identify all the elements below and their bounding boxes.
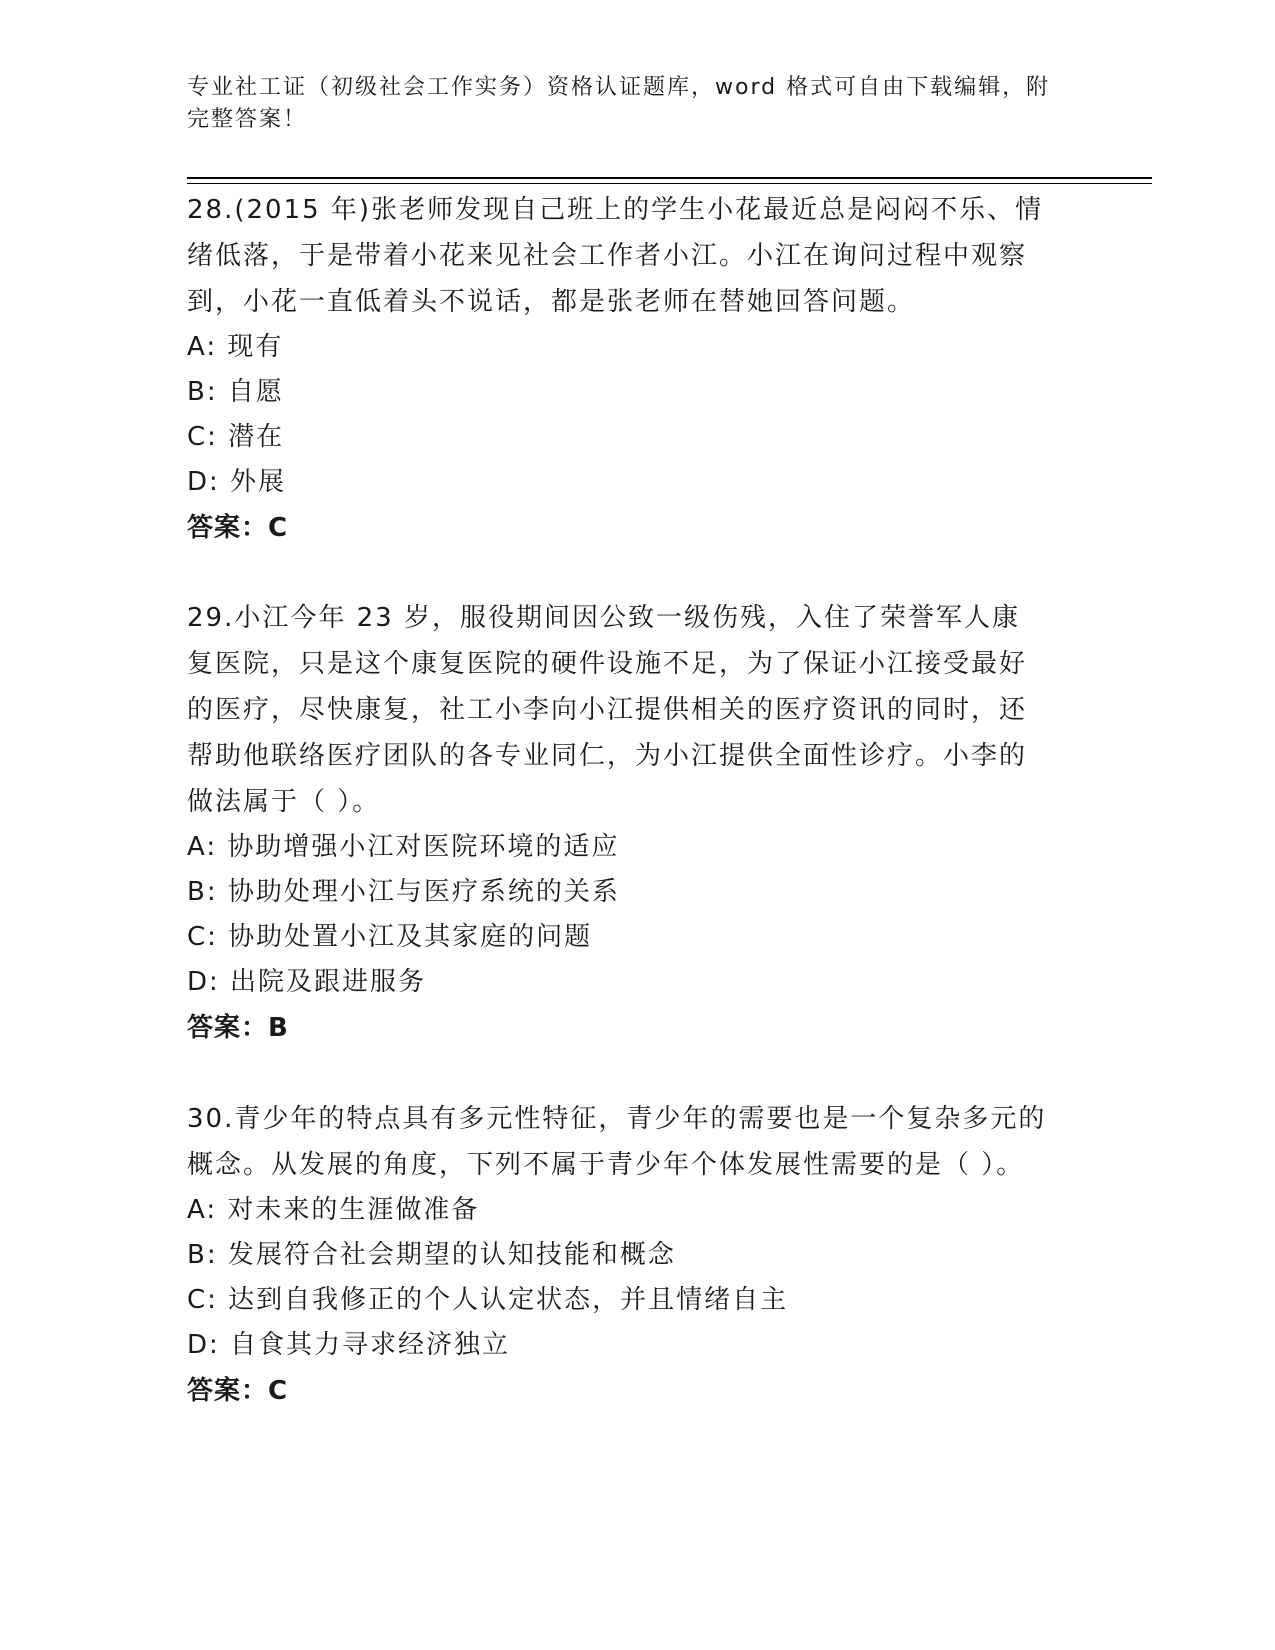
option-d: D: 自食其力寻求经济独立 bbox=[187, 1330, 511, 1360]
question-28 bbox=[187, 187, 1087, 551]
question-29 bbox=[187, 595, 1087, 1051]
option-b: B: 发展符合社会期望的认知技能和概念 bbox=[187, 1240, 676, 1270]
option-c: C: 潜在 bbox=[187, 422, 285, 452]
answer: 答案：B bbox=[187, 1013, 289, 1043]
question-30 bbox=[187, 1096, 1087, 1414]
header-divider-thick bbox=[187, 177, 1152, 179]
page-header: 专业社工证（初级社会工作实务）资格认证题库，word 格式可自由下载编辑，附完整答案！ bbox=[187, 75, 1051, 132]
question-stem: 29.小江今年 23 岁，服役期间因公致一级伤残，入住了荣誉军人康复医院，只是这个康复医院的硬件设施不足，为了保证小江接受最好的医疗，尽快康复，社工小李向小江提供相关的医疗资讯的同时，还帮助他联络医疗团队的各专业同仁，为小江提供全面性诊疗。小李的做法属于（ ）。 bbox=[187, 603, 1028, 817]
header-divider-thin bbox=[187, 183, 1152, 184]
answer: 答案：C bbox=[187, 513, 289, 543]
option-a: A: 现有 bbox=[187, 332, 284, 362]
option-a: A: 协助增强小江对医院环境的适应 bbox=[187, 832, 620, 862]
option-a: A: 对未来的生涯做准备 bbox=[187, 1195, 480, 1225]
option-d: D: 出院及跟进服务 bbox=[187, 967, 427, 997]
option-b: B: 自愿 bbox=[187, 377, 284, 407]
option-c: C: 达到自我修正的个人认定状态，并且情绪自主 bbox=[187, 1285, 789, 1315]
question-stem: 28.(2015 年)张老师发现自己班上的学生小花最近总是闷闷不乐、情绪低落，于是带着小花来见社会工作者小江。小江在询问过程中观察到，小花一直低着头不说话，都是张老师在替她回答问题。 bbox=[187, 195, 1044, 317]
option-c: C: 协助处置小江及其家庭的问题 bbox=[187, 922, 593, 952]
option-b: B: 协助处理小江与医疗系统的关系 bbox=[187, 877, 620, 907]
answer: 答案：C bbox=[187, 1376, 289, 1406]
question-stem: 30.青少年的特点具有多元性特征，青少年的需要也是一个复杂多元的概念。从发展的角度，下列不属于青少年个体发展性需要的是（ ）。 bbox=[187, 1104, 1047, 1180]
option-d: D: 外展 bbox=[187, 467, 287, 497]
